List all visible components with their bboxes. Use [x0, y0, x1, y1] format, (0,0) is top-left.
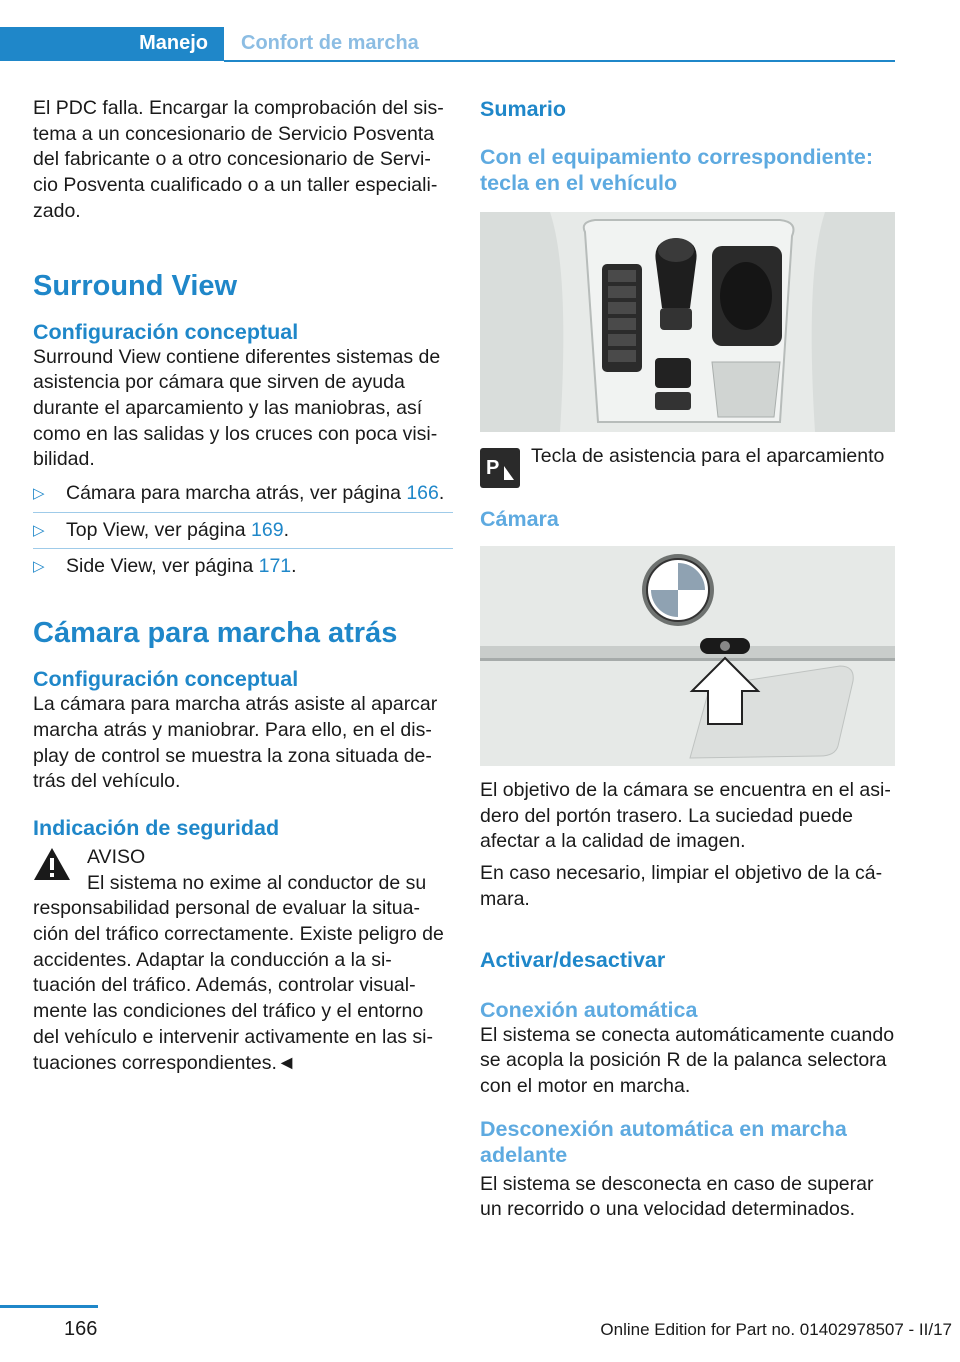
- rear-camera-subtitle: Configuración conceptual: [33, 667, 299, 692]
- list-divider: [33, 512, 453, 513]
- page-link[interactable]: 169: [251, 518, 284, 541]
- key-caption: Tecla de asistencia para el aparcamiento: [531, 445, 885, 467]
- warning-first-line: El sistema no exime al conductor de su: [87, 871, 427, 894]
- tab-confort-de-marcha[interactable]: Confort de marcha: [241, 32, 419, 54]
- intro-paragraph: El PDC falla. Encargar la comprobación del sis‐ tema a un concesionario de Servicio Posventa del fabricante o a otro concesionario de Servi‐ cio Posventa cualificado o a un taller especiali‐ zado.: [33, 97, 444, 222]
- warning-triangle-icon: [33, 847, 71, 881]
- tab-manejo[interactable]: Manejo: [0, 27, 224, 61]
- page-link[interactable]: 171: [258, 555, 292, 578]
- camera-paragraph-1: El objetivo de la cámara se encuentra en el asi‐ dero del portón trasero. La suciedad puede afectar a la calidad de imagen.: [480, 779, 891, 853]
- warning-text: responsabilidad personal de evaluar la situa‐ ción del tráfico correctamente. Existe peligro de accidentes. Adaptar la conducción a la si‐ tuación del tráfico. Además, controlar visual‐ mente las condiciones del tráfico y el entorno del vehículo e intervenir activamente en las si‐ tuaciones correspondientes.◄: [33, 897, 444, 1074]
- key-caption-row: [480, 444, 896, 490]
- list-item: ▷ Cámara para marcha atrás, ver página 166.: [33, 481, 453, 507]
- rear-camera-title: Cámara para marcha atrás: [33, 617, 398, 650]
- center-console-illustration: [480, 212, 895, 432]
- edition-note: Online Edition for Part no. 01402978507 - II/17: [600, 1320, 952, 1339]
- activate-title: Activar/desactivar: [480, 947, 666, 972]
- rear-camera-paragraph: La cámara para marcha atrás asiste al aparcar marcha atrás y maniobrar. Para ello, en el dis‐ play de control se muestra la zona situada de‐ trás del vehículo.: [33, 693, 438, 793]
- camera-list: [33, 481, 453, 580]
- warning-label: AVISO: [87, 845, 146, 868]
- sumario-title: Sumario: [480, 97, 567, 121]
- auto-off-paragraph: El sistema se desconecta en caso de superar un recorrido o una velocidad determinados.: [480, 1172, 874, 1221]
- camera-illustration: [480, 546, 895, 766]
- running-header: [0, 27, 895, 61]
- list-divider: [33, 548, 453, 549]
- auto-on-paragraph: El sistema se conecta automáticamente cuando se acopla la posición R de la palanca selectora con el motor en marcha.: [480, 1023, 895, 1097]
- surround-view-subtitle: Configuración conceptual: [33, 319, 299, 344]
- parking-assist-key-icon: [480, 448, 520, 488]
- camera-paragraph-2: En caso necesario, limpiar el objetivo de la cá‐ mara.: [480, 862, 883, 910]
- auto-off-title: Desconexión automática en marcha adelante: [480, 1116, 847, 1167]
- equipment-title: Con el equipamiento correspondiente: tecla en el vehículo: [480, 145, 874, 195]
- svg-text:P: P: [486, 457, 500, 479]
- camera-figure: [480, 546, 895, 766]
- right-column: [480, 96, 896, 1223]
- triangle-bullet-icon: ▷: [33, 521, 45, 539]
- safety-title: Indicación de seguridad: [33, 815, 280, 840]
- warning-block: [33, 845, 453, 1076]
- surround-view-title: Surround View: [33, 269, 238, 302]
- center-console-figure: [480, 212, 895, 432]
- triangle-bullet-icon: ▷: [33, 485, 45, 503]
- footer-divider: [0, 1305, 98, 1308]
- page-number: 166: [64, 1318, 98, 1340]
- list-item: ▷ Top View, ver página 169.: [33, 518, 453, 544]
- surround-view-paragraph: Surround View contiene diferentes sistemas de asistencia por cámara que sirven de ayuda durante el aparcamiento y las maniobras, así como en las salidas y los cruces con poca visi‐ bilidad.: [33, 345, 441, 471]
- page-link[interactable]: 166: [406, 482, 439, 505]
- header-divider: [224, 60, 895, 62]
- camera-title: Cámara: [480, 507, 559, 531]
- list-item: ▷ Side View, ver página 171.: [33, 554, 453, 580]
- triangle-bullet-icon: ▷: [33, 558, 45, 576]
- left-column: [33, 96, 453, 1076]
- auto-on-title: Conexión automática: [480, 997, 698, 1022]
